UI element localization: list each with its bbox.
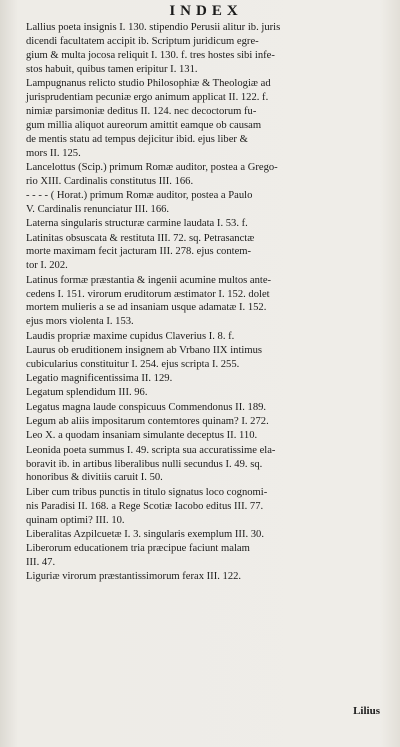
- entry-line: Laurus ob eruditionem insignem ab Vrbano IIX intimus: [26, 344, 263, 356]
- entry-line: III. 47.: [26, 557, 56, 569]
- catchword: Lilius: [353, 705, 380, 717]
- entry-line: Leonida poeta summus I. 49. scripta sua accuratissime ela-: [26, 444, 276, 456]
- entry-line: morte maximam fecit jacturam III. 278. ejus contem-: [26, 246, 252, 258]
- entry-line: cubicularius constituitur I. 254. ejus scripta I. 255.: [26, 358, 240, 370]
- entry-line: quinam optimi? III. 10.: [26, 514, 125, 526]
- index-entry: [26, 386, 386, 400]
- entry-line: Latinitas obsuscata & restituta III. 72. sq. Petrasanctæ: [26, 232, 255, 244]
- entry-line: mortem mulieris a se ad insaniam usque adamatæ I. 152.: [26, 302, 267, 314]
- index-entry: [26, 161, 386, 189]
- entry-line: honoribus & divitiis caruit I. 50.: [26, 472, 163, 484]
- entry-line: gum millia aliquot aureorum amittit eamque ob causam: [26, 119, 262, 131]
- index-entry: [26, 189, 386, 217]
- entry-line: Liguriæ virorum præstantissimorum ferax III. 122.: [26, 571, 242, 583]
- index-entry: [26, 21, 386, 77]
- index-entry: [26, 401, 386, 415]
- index-entry: [26, 77, 386, 160]
- entry-line: Lancelottus (Scip.) primum Romæ auditor, postea a Grego-: [26, 161, 278, 173]
- entry-line: - - - - ( Horat.) primum Romæ auditor, postea a Paulo: [26, 190, 253, 202]
- index-entries: [26, 21, 386, 584]
- entry-line: gium & multa jocosa reliquit I. 130. f. tres hostes sibi infe-: [26, 49, 275, 61]
- entry-line: mors II. 125.: [26, 147, 81, 159]
- entry-line: Legatum splendidum III. 96.: [26, 387, 148, 399]
- entry-line: V. Cardinalis renunciatur III. 166.: [26, 203, 170, 215]
- index-entry: [26, 542, 386, 570]
- entry-line: Leo X. a quodam insaniam simulante deceptus II. 110.: [26, 430, 258, 442]
- entry-line: rio XIII. Cardinalis constitutus III. 166.: [26, 175, 194, 187]
- entry-line: Laterna singularis structuræ carmine laudata I. 53. f.: [26, 218, 248, 230]
- entry-line: Legum ab aliis impositarum contemtores quinam? I. 272.: [26, 416, 269, 428]
- entry-line: Legatus magna laude conspicuus Commendonus II. 189.: [26, 401, 267, 413]
- entry-line: Lampugnanus relicto studio Philosophiæ & Theologiæ ad: [26, 78, 271, 90]
- entry-line: Liber cum tribus punctis in titulo signatus loco cognomi-: [26, 486, 268, 498]
- entry-line: ejus mors violenta I. 153.: [26, 316, 134, 328]
- entry-line: Liberorum educationem tria præcipue faciunt malam: [26, 543, 250, 555]
- index-entry: [26, 274, 386, 330]
- entry-line: tor I. 202.: [26, 260, 68, 272]
- index-entry: [26, 570, 386, 584]
- entry-line: jurisprudentiam pecuniæ ergo animum applicat II. 122. f.: [26, 91, 269, 103]
- index-entry: [26, 528, 386, 542]
- index-entry: [26, 429, 386, 443]
- entry-line: Laudis propriæ maxime cupidus Claverius I. 8. f.: [26, 330, 235, 342]
- entry-line: boravit ib. in artibus liberalibus nulli secundus I. 49. sq.: [26, 458, 263, 470]
- entry-line: stos habuit, quibus tamen eripitur I. 131.: [26, 63, 198, 75]
- entry-line: dicendi facultatem accipit ib. Scriptum juridicum egre-: [26, 35, 259, 47]
- index-entry: [26, 344, 386, 372]
- page-header: INDEX: [169, 3, 243, 19]
- entry-line: nimiæ parsimoniæ deditus II. 124. nec decoctorum fu-: [26, 105, 257, 117]
- index-entry: [26, 217, 386, 231]
- entry-line: nis Paradisi II. 168. a Rege Scotiæ Iacobo editus III. 77.: [26, 500, 264, 512]
- entry-line: cedens I. 151. virorum eruditorum æstimator I. 152. dolet: [26, 288, 270, 300]
- entry-line: Liberalitas Azpilcuetæ I. 3. singularis exemplum III. 30.: [26, 528, 265, 540]
- index-entry: [26, 372, 386, 386]
- index-entry: [26, 330, 386, 344]
- index-entry: [26, 232, 386, 274]
- entry-line: Lallius poeta insignis I. 130. stipendio Perusii alitur ib. juris: [26, 22, 281, 33]
- index-entry: [26, 444, 386, 486]
- index-entry: [26, 486, 386, 528]
- entry-line: de mentis statu ad tempus dejicitur ibid. ejus liber &: [26, 133, 248, 145]
- entry-line: Latinus formæ præstantia & ingenii acumine multos ante-: [26, 274, 272, 286]
- index-entry: [26, 415, 386, 429]
- entry-line: Legatio magnificentissima II. 129.: [26, 373, 173, 385]
